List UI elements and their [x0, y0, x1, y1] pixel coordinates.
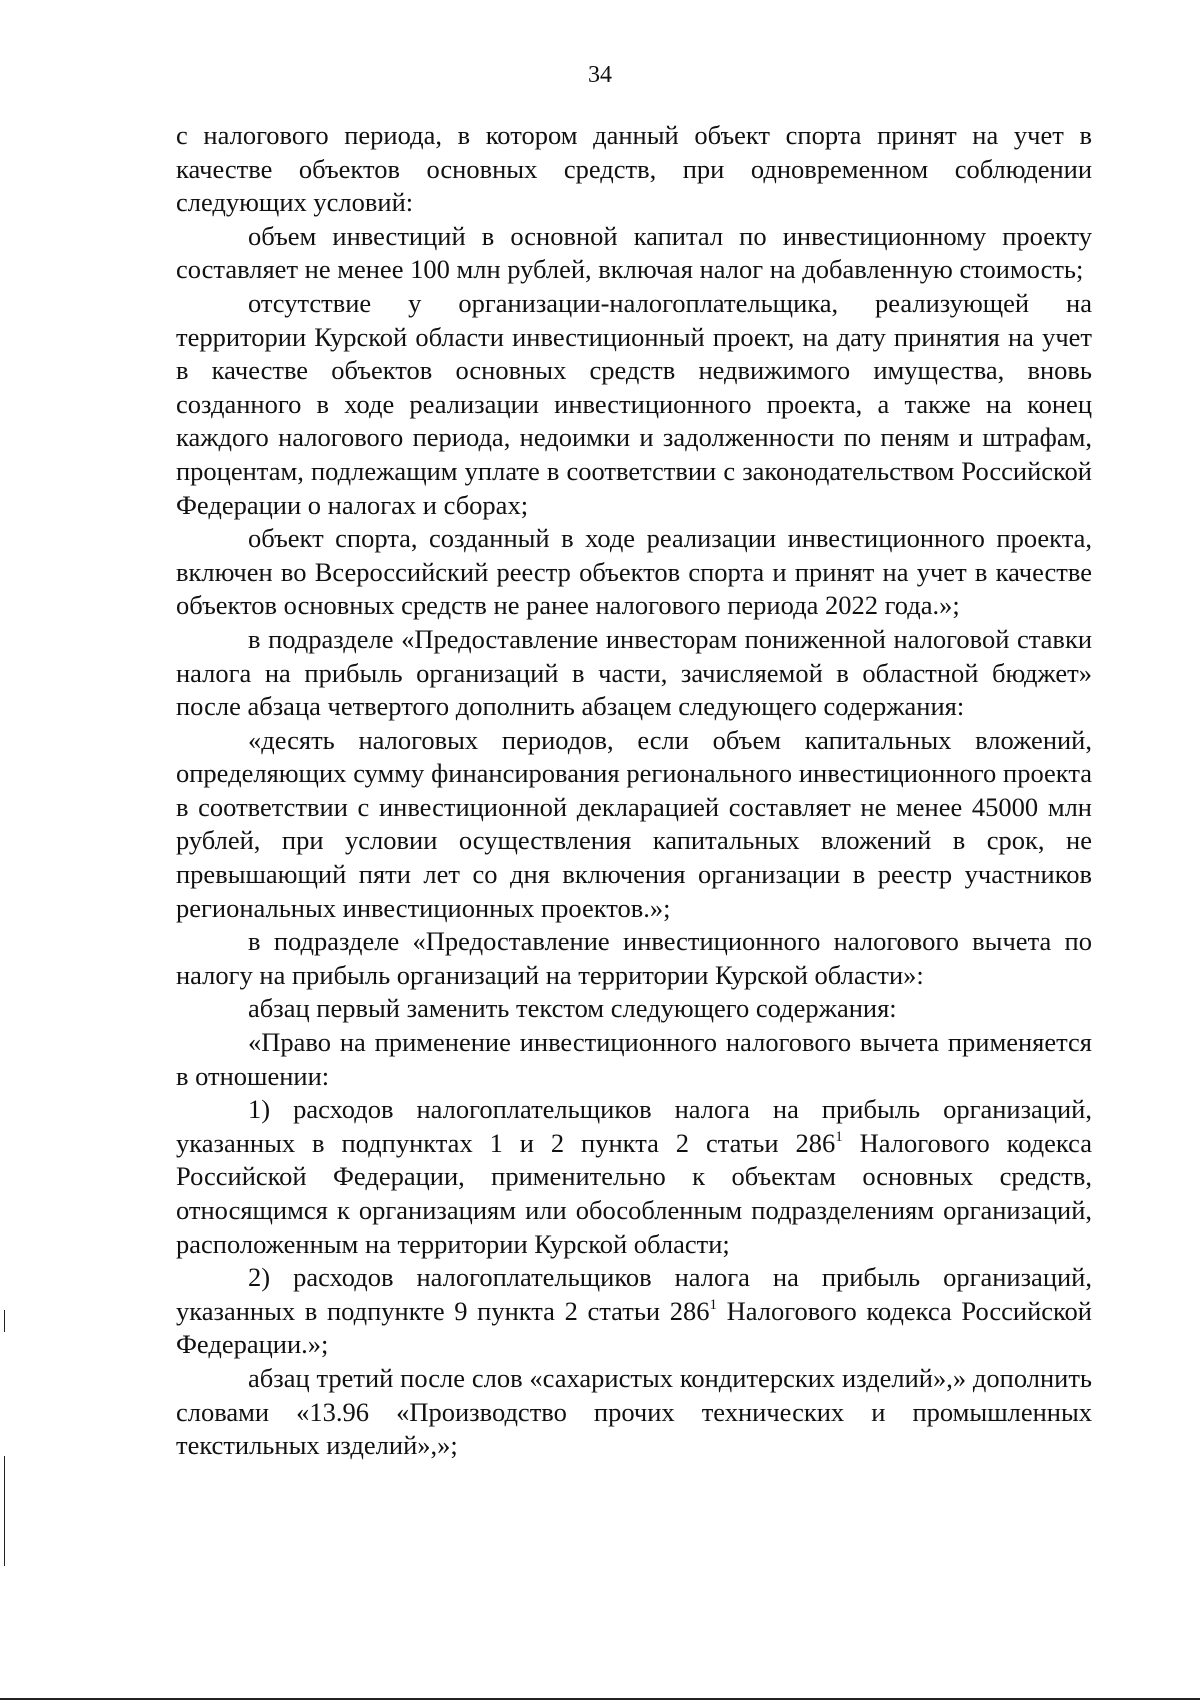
superscript: 1: [709, 1296, 717, 1313]
scan-edge-mark: [4, 1310, 5, 1332]
paragraph: в подразделе «Предоставление инвесторам пониженной налоговой ставки налога на прибыль организаций в части, зачисляемой в областной бюджет» после абзаца четвертого дополнить абзацем следующего содержания:: [176, 623, 1092, 722]
paragraph: [176, 1093, 1092, 1261]
paragraph: абзац первый заменить текстом следующего содержания:: [248, 993, 897, 1024]
superscript: 1: [835, 1128, 843, 1145]
paragraph: с налогового периода, в котором данный объект спорта принят на учет в качестве объектов основных средств, при одновременном соблюдении следующих условий:: [176, 120, 1092, 218]
page-number: 34: [588, 62, 612, 88]
paragraph: абзац третий после слов «сахаристых кондитерских изделий»,» дополнить словами «13.96 «Производство прочих технических и промышленных текстильных изделий»,»;: [176, 1362, 1092, 1461]
scan-edge-mark: [4, 1456, 5, 1566]
paragraph: «десять налоговых периодов, если объем капитальных вложений, определяющих сумму финансирования регионального инвестиционного проекта в соответствии с инвестиционной декларацией составляет не менее 45000 млн рублей, при условии осуществления капитальных вложений в срок, не превышающий пяти лет со дня включения организации в реестр участников региональных инвестиционных проектов.»;: [176, 724, 1092, 923]
paragraph: в подразделе «Предоставление инвестиционного налогового вычета по налогу на прибыль организаций на территории Курской области»:: [176, 926, 1092, 990]
scan-edge-line: [0, 1698, 1200, 1700]
paragraph: отсутствие у организации-налогоплательщика, реализующей на территории Курской области инвестиционный проект, на дату принятия на учет в качестве объектов основных средств недвижимого имущества, вновь созданного в ходе реализации инвестиционного проекта, а также на конец каждого налогового периода, недоимки и задолженности по пеням и штрафам, процентам, подлежащим уплате в соответствии с законодательством Российской Федерации о налогах и сборах;: [176, 287, 1092, 520]
paragraph-text: Налогового кодекса Российской Федерации.»;: [176, 1295, 1092, 1360]
paragraph: объект спорта, созданный в ходе реализации инвестиционного проекта, включен во Всероссийский реестр объектов спорта и принят на учет в качестве объектов основных средств не ранее налогового периода 2022 года.»;: [176, 523, 1092, 621]
paragraph-text: 1) расходов налогоплательщиков налога на прибыль организаций, указанных в подпунктах 1 и 2 пункта 2 статьи 286: [176, 1094, 1092, 1158]
paragraph-text: Налогового кодекса Российской Федерации, применительно к объектам основных средств, относящимся к организациям или обособленным подразделениям организаций, расположенным на территории Курской области;: [176, 1127, 1092, 1259]
paragraph: [176, 1261, 1092, 1362]
paragraph: «Право на применение инвестиционного налогового вычета применяется в отношении:: [176, 1027, 1092, 1091]
paragraph-text: 2) расходов налогоплательщиков налога на прибыль организаций, указанных в подпункте 9 пункта 2 статьи 286: [176, 1262, 1092, 1326]
paragraph: объем инвестиций в основной капитал по инвестиционному проекту составляет не менее 100 млн рублей, включая налог на добавленную стоимость;: [176, 220, 1092, 285]
document-body: [176, 119, 1092, 1463]
